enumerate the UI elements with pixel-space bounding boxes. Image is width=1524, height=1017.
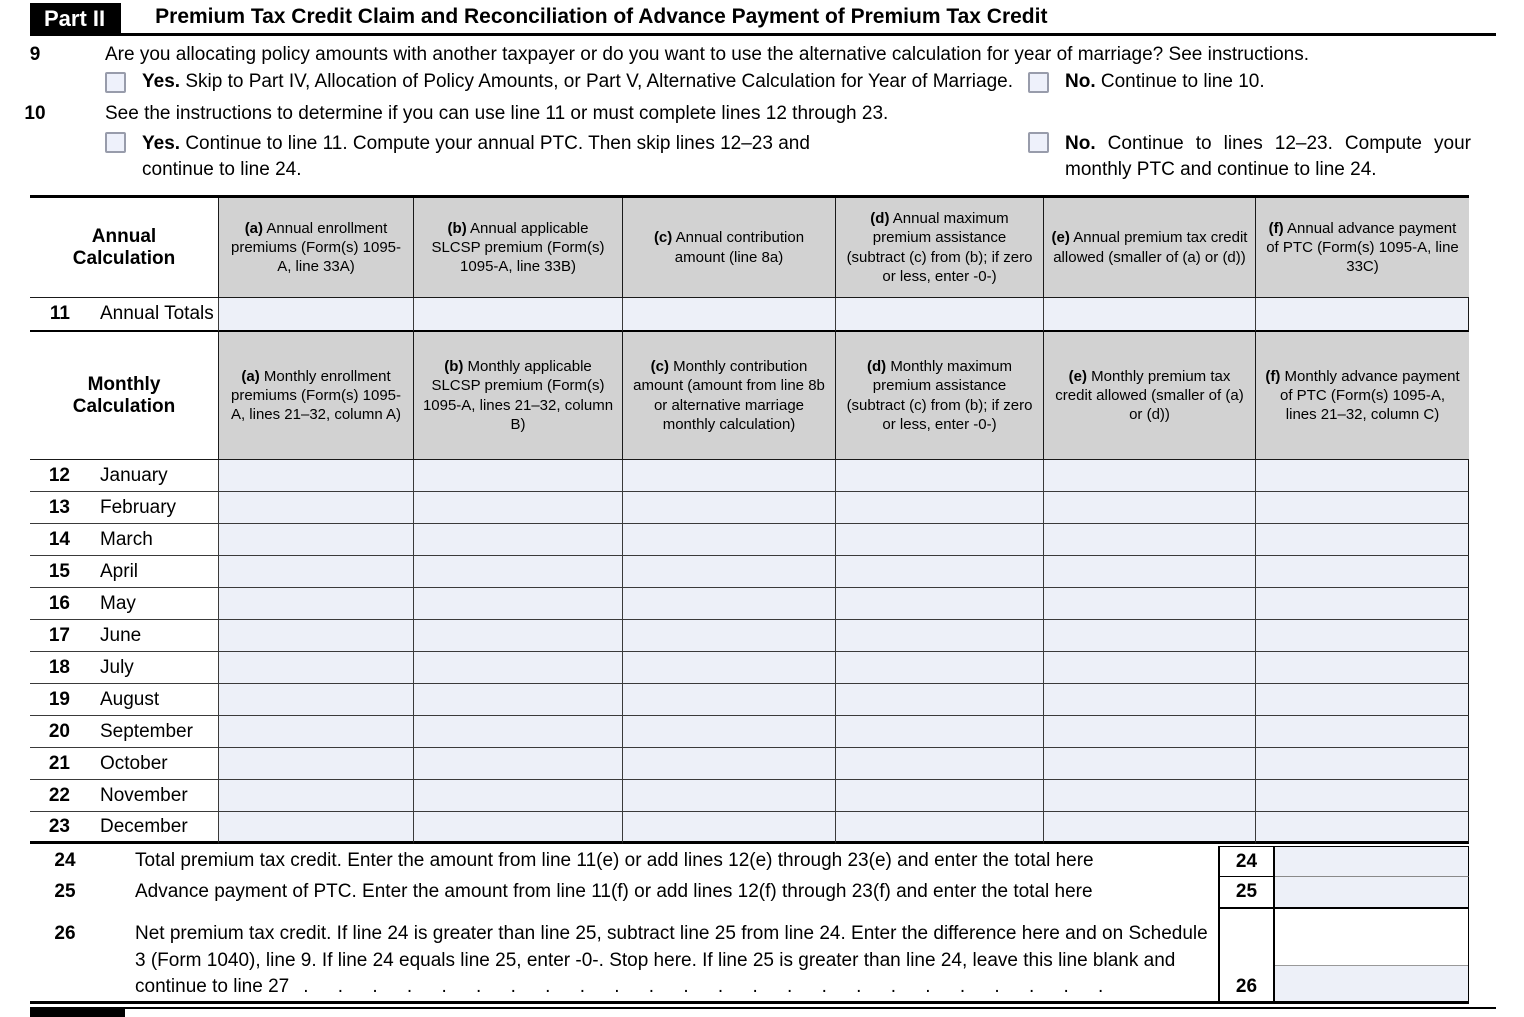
input-15f[interactable] [1255,556,1469,588]
col-header-monthly-d: (d) Monthly maximum premium assistance (subtract (c) from (b); if zero or less, enter -0-) [835,332,1043,460]
part-label: Part II [44,6,106,31]
next-part-badge-stub [30,1008,125,1017]
input-line25[interactable] [1275,877,1469,909]
input-23a[interactable] [218,812,413,844]
line9-options-row [0,71,1524,93]
input-12a[interactable] [218,460,413,492]
dotted-leader: . . . . . . . . . . . . . . . . . . . . . . . . [303,976,1105,998]
col-header-monthly-f: (f) Monthly advance payment of PTC (Form(s) 1095-A, lines 21–32, column C) [1255,332,1469,460]
input-13c[interactable] [622,492,835,524]
input-19c[interactable] [622,684,835,716]
col-header-annual-f: (f) Annual advance payment of PTC (Form(s) 1095-A, line 33C) [1255,198,1469,298]
input-21a[interactable] [218,748,413,780]
input-16a[interactable] [218,588,413,620]
input-11f[interactable] [1255,298,1469,332]
line25-number: 25 [54,881,76,902]
input-18a[interactable] [218,652,413,684]
col-header-annual-a: (a) Annual enrollment premiums (Form(s) 1095-A, line 33A) [218,198,413,298]
input-19b[interactable] [413,684,622,716]
input-12d[interactable] [835,460,1043,492]
line24-number: 24 [54,850,76,871]
line10-no-text: No. Continue to lines 12–23. Compute your monthly PTC and continue to line 24. [1065,133,1471,181]
input-21b[interactable] [413,748,622,780]
input-18c[interactable] [622,652,835,684]
section-title: Premium Tax Credit Claim and Reconciliation of Advance Payment of Premium Tax Credit [155,5,1048,28]
line9-number: 9 [29,44,41,65]
input-19f[interactable] [1255,684,1469,716]
line11-label: Annual Totals [100,303,214,324]
line9-yes-checkbox[interactable] [105,72,126,93]
line9-no-option [1028,71,1265,93]
line10-number: 10 [24,103,46,124]
line24-row [30,846,1469,877]
line10-question-text: See the instructions to determine if you can use line 11 or must complete lines 12 through 23. [105,103,889,124]
input-13a[interactable] [218,492,413,524]
input-13b[interactable] [413,492,622,524]
input-15b[interactable] [413,556,622,588]
next-section-divider [30,1007,1496,1016]
input-16b[interactable] [413,588,622,620]
part2-header [30,3,1496,36]
line10-yes-checkbox[interactable] [105,132,126,153]
input-15d[interactable] [835,556,1043,588]
input-22b[interactable] [413,780,622,812]
month-row-label: 20 September [30,716,218,748]
input-19d[interactable] [835,684,1043,716]
input-22f[interactable] [1255,780,1469,812]
input-14f[interactable] [1255,524,1469,556]
input-15c[interactable] [622,556,835,588]
line26-number: 26 [54,923,76,944]
input-line24[interactable] [1275,846,1469,877]
month-row-label: 14 March [30,524,218,556]
input-16f[interactable] [1255,588,1469,620]
line9-question-row [0,44,1524,66]
input-20e[interactable] [1043,716,1255,748]
input-21f[interactable] [1255,748,1469,780]
col-header-monthly-a: (a) Monthly enrollment premiums (Form(s) 1095-A, lines 21–32, column A) [218,332,413,460]
input-17e[interactable] [1043,620,1255,652]
input-17d[interactable] [835,620,1043,652]
input-11a[interactable] [218,298,413,332]
input-12c[interactable] [622,460,835,492]
input-20a[interactable] [218,716,413,748]
line9-no-text: No. Continue to line 10. [1065,71,1265,92]
line11-number: 11 [49,303,70,324]
input-22e[interactable] [1043,780,1255,812]
line25-box-label: 25 [1218,877,1275,909]
col-header-annual-d: (d) Annual maximum premium assistance (subtract (c) from (b); if zero or less, enter -0-) [835,198,1043,298]
input-23d[interactable] [835,812,1043,844]
input-20f[interactable] [1255,716,1469,748]
line10-no-option [1028,131,1471,183]
input-22a[interactable] [218,780,413,812]
month-row-label: 23 December [30,812,218,844]
line10-yes-text: Yes. Continue to line 11. Compute your annual PTC. Then skip lines 12–23 and continue to line 24. [142,133,810,181]
input-17f[interactable] [1255,620,1469,652]
input-14d[interactable] [835,524,1043,556]
line26-text: Net premium tax credit. If line 24 is greater than line 25, subtract line 25 from line 24. Enter the difference here and on Schedule 3 (Form 1040), line 9. If line 24 equals line 25, enter -0-. Stop here. If line 25 is greater than line 24, leave this line blank and continue to line 27 . . . . . . . . . . . . . . . . . . . . . . . . [135,923,1208,998]
month-row-label: 15 April [30,556,218,588]
input-21e[interactable] [1043,748,1255,780]
month-row-label: 19 August [30,684,218,716]
input-18f[interactable] [1255,652,1469,684]
input-15e[interactable] [1043,556,1255,588]
input-11d[interactable] [835,298,1043,332]
input-12f[interactable] [1255,460,1469,492]
input-21d[interactable] [835,748,1043,780]
input-11e[interactable] [1043,298,1255,332]
input-17b[interactable] [413,620,622,652]
month-row-label: 13 February [30,492,218,524]
input-11c[interactable] [622,298,835,332]
line26-row [30,909,1469,1004]
month-row-label: 18 July [30,652,218,684]
col-header-annual-c: (c) Annual contribution amount (line 8a) [622,198,835,298]
input-19a[interactable] [218,684,413,716]
month-row-label: 21 October [30,748,218,780]
input-22d[interactable] [835,780,1043,812]
col-header-monthly-b: (b) Monthly applicable SLCSP premium (Form(s) 1095-A, lines 21–32, column B) [413,332,622,460]
col-header-annual-e: (e) Annual premium tax credit allowed (smaller of (a) or (d)) [1043,198,1255,298]
line25-row [30,877,1469,909]
input-18e[interactable] [1043,652,1255,684]
input-16c[interactable] [622,588,835,620]
input-14c[interactable] [622,524,835,556]
input-18b[interactable] [413,652,622,684]
month-row-label: 17 June [30,620,218,652]
part-label-badge [30,3,121,33]
input-20c[interactable] [622,716,835,748]
input-12b[interactable] [413,460,622,492]
input-13f[interactable] [1255,492,1469,524]
ptc-calculation-table [30,195,1469,844]
input-13e[interactable] [1043,492,1255,524]
input-line26[interactable] [1275,965,1468,1001]
input-14e[interactable] [1043,524,1255,556]
col-header-monthly-e: (e) Monthly premium tax credit allowed (smaller of (a) or (d)) [1043,332,1255,460]
annual-calculation-label: Annual Calculation [30,198,218,298]
input-11b[interactable] [413,298,622,332]
line9-yes-option [105,71,1524,93]
line10-question-row [0,103,1524,125]
input-20b[interactable] [413,716,622,748]
input-14b[interactable] [413,524,622,556]
input-12e[interactable] [1043,460,1255,492]
month-row-label: 12 January [30,460,218,492]
line26-box-label: 26 [1218,909,1275,1001]
line24-box-label: 24 [1218,846,1275,877]
input-13d[interactable] [835,492,1043,524]
line9-no-checkbox[interactable] [1028,72,1049,93]
line25-text: Advance payment of PTC. Enter the amount from line 11(f) or add lines 12(f) through 23(f) and enter the total here [135,881,1093,902]
line9-question-text: Are you allocating policy amounts with another taxpayer or do you want to use the alternative calculation for year of marriage? See instructions. [105,44,1309,65]
monthly-calculation-label: Monthly Calculation [30,332,218,460]
month-row-label: 16 May [30,588,218,620]
line10-no-checkbox[interactable] [1028,132,1049,153]
line24-text: Total premium tax credit. Enter the amount from line 11(e) or add lines 12(e) through 23(e) and enter the total here [135,850,1094,871]
line11-label-cell [30,298,218,332]
input-20d[interactable] [835,716,1043,748]
input-15a[interactable] [218,556,413,588]
input-23c[interactable] [622,812,835,844]
input-23f[interactable] [1255,812,1469,844]
col-header-annual-b: (b) Annual applicable SLCSP premium (Form(s) 1095-A, line 33B) [413,198,622,298]
month-row-label: 22 November [30,780,218,812]
col-header-monthly-c: (c) Monthly contribution amount (amount from line 8b or alternative marriage monthly calculation) [622,332,835,460]
line9-yes-text: Yes. Skip to Part IV, Allocation of Policy Amounts, or Part V, Alternative Calculation for Year of Marriage. [142,71,1013,92]
input-17a[interactable] [218,620,413,652]
input-21c[interactable] [622,748,835,780]
line26-input-column [1275,909,1469,1001]
input-16d[interactable] [835,588,1043,620]
input-17c[interactable] [622,620,835,652]
input-16e[interactable] [1043,588,1255,620]
input-23b[interactable] [413,812,622,844]
input-23e[interactable] [1043,812,1255,844]
input-14a[interactable] [218,524,413,556]
input-19e[interactable] [1043,684,1255,716]
input-18d[interactable] [835,652,1043,684]
line10-options-row [0,131,1524,187]
input-22c[interactable] [622,780,835,812]
